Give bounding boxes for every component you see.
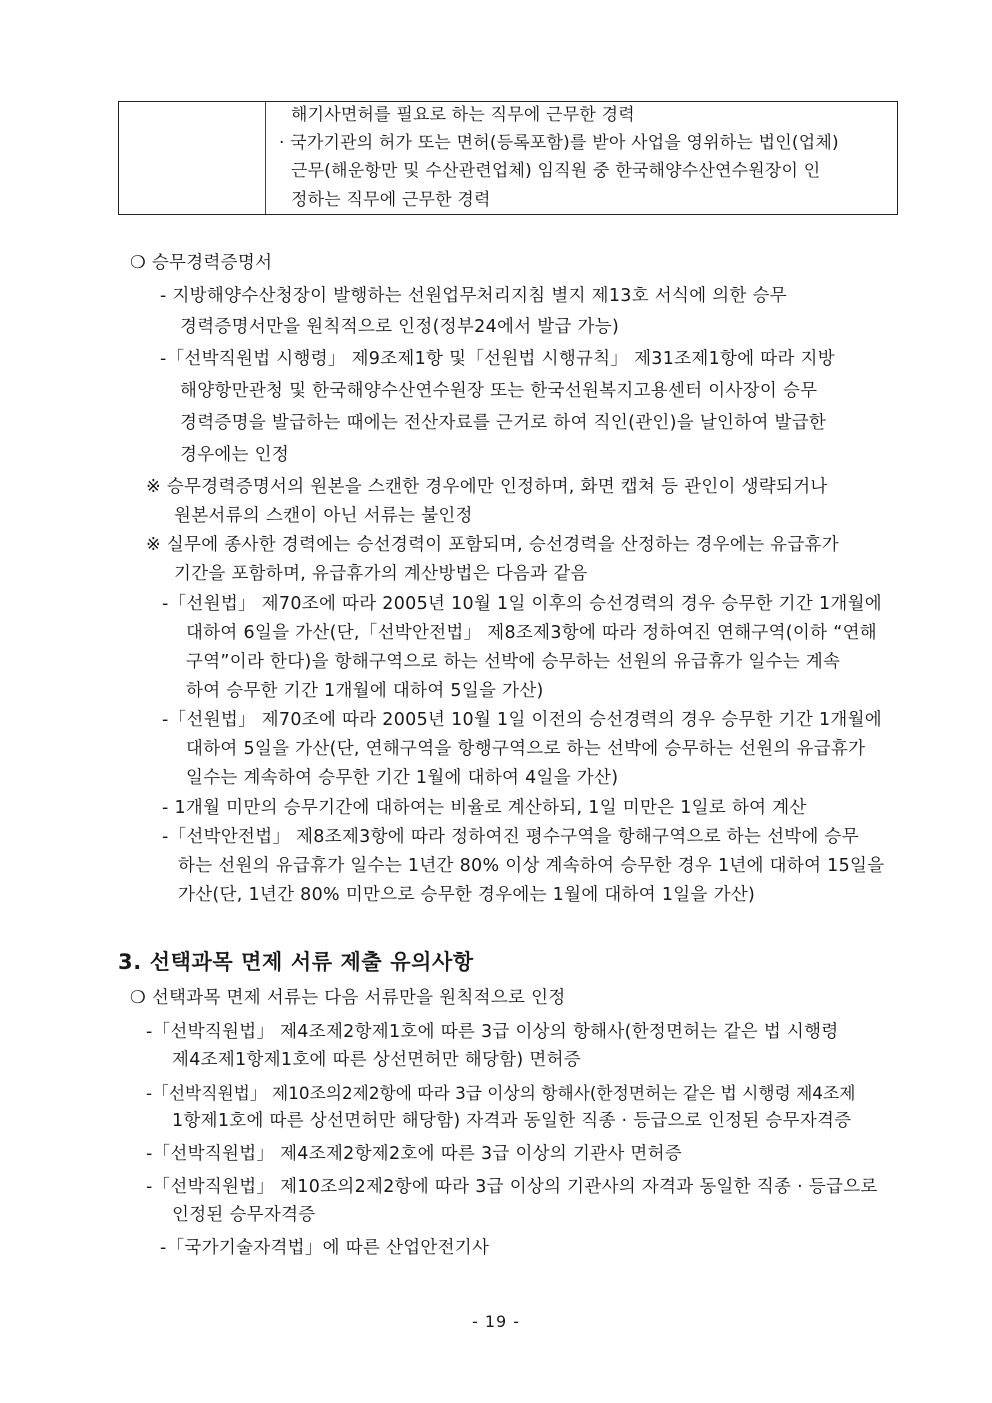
note-line: 원본서류의 스캔이 아닌 서류는 불인정 <box>174 506 473 526</box>
bullet-line: -「선박직원법 시행령」 제9조제1항 및「선원법 시행규칙」 제31조제1항에 따라 지방 <box>160 349 835 369</box>
section-title: ❍ 선택과목 면제 서류는 다음 서류만을 원칙적으로 인정 <box>130 988 566 1008</box>
page-number: - 19 - <box>471 1312 521 1331</box>
bullet-line: 해양항만관청 및 한국해양수산연수원장 또는 한국선원복지고용센터 이사장이 승무 <box>180 381 818 401</box>
bullet-line: 인정된 승무자격증 <box>172 1205 316 1225</box>
note-line: 기간을 포함하며, 유급휴가의 계산방법은 다음과 같음 <box>174 564 588 584</box>
sub-bullet-line: 하는 선원의 유급휴가 일수는 1년간 80% 이상 계속하여 승무한 경우 1년에 대하여 15일을 <box>178 856 885 876</box>
table-line: 해기사면허를 필요로 하는 직무에 근무한 경력 <box>291 105 635 125</box>
sub-bullet-line: -「선원법」 제70조에 따라 2005년 10월 1일 이전의 승선경력의 경우 승무한 기간 1개월에 <box>162 710 882 730</box>
bullet-line: -「선박직원법」 제4조제2항제2호에 따른 3급 이상의 기관사 면허증 <box>146 1144 683 1164</box>
sub-bullet-line: 구역”이라 한다)을 항해구역으로 하는 선박에 승무하는 선원의 유급휴가 일수는 계속 <box>186 652 841 672</box>
bullet-line: 1항제1호에 따른 상선면허만 해당함) 자격과 동일한 직종 · 등급으로 인정된 승무자격증 <box>172 1111 852 1131</box>
bullet-line: 경우에는 인정 <box>180 445 290 465</box>
sub-bullet-line: 대하여 5일을 가산(단, 연해구역을 항행구역으로 하는 선박에 승무하는 선원의 유급휴가 <box>186 739 866 759</box>
sub-bullet-line: -「선원법」 제70조에 따라 2005년 10월 1일 이후의 승선경력의 경우 승무한 기간 1개월에 <box>162 594 882 614</box>
sub-bullet-line: -「선박안전법」 제8조제3항에 따라 정하여진 평수구역을 항해구역으로 하는 선박에 승무 <box>162 827 859 847</box>
section-title: ❍ 승무경력증명서 <box>130 253 273 273</box>
bullet-line: -「국가기술자격법」에 따른 산업안전기사 <box>160 1238 490 1258</box>
bullet-line: 제4조제1항제1호에 따른 상선면허만 해당함) 면허증 <box>172 1050 581 1070</box>
bullet-line: -「선박직원법」 제4조제2항제1호에 따른 3급 이상의 항해사(한정면허는 같은 법 시행령 <box>146 1022 839 1042</box>
bullet-line: 경력증명서만을 원칙적으로 인정(정부24에서 발급 가능) <box>180 317 620 337</box>
sub-bullet-line: 대하여 6일을 가산(단,「선박안전법」 제8조제3항에 따라 정하여진 연해구역(이하 “연해 <box>186 623 877 643</box>
section-heading: 3. 선택과목 면제 서류 제출 유의사항 <box>118 950 474 974</box>
table-line: 정하는 직무에 근무한 경력 <box>291 190 491 210</box>
bullet-line: - 지방해양수산청장이 발행하는 선원업무처리지침 별지 제13호 서식에 의한 승무 <box>160 286 787 306</box>
qualification-table <box>118 101 898 215</box>
note-line: ※ 실무에 종사한 경력에는 승선경력이 포함되며, 승선경력을 산정하는 경우에는 유급휴가 <box>146 535 839 555</box>
table-line: · 국가기관의 허가 또는 면허(등록포함)를 받아 사업을 영위하는 법인(업체) <box>279 133 839 153</box>
sub-bullet-line: 하여 승무한 기간 1개월에 대하여 5일을 가산) <box>186 681 544 701</box>
bullet-line: -「선박직원법」 제10조의2제2항에 따라 3급 이상의 기관사의 자격과 동일한 직종 · 등급으로 <box>146 1177 878 1197</box>
sub-bullet-line: - 1개월 미만의 승무기간에 대하여는 비율로 계산하되, 1일 미만은 1일로 하여 계산 <box>162 798 807 818</box>
sub-bullet-line: 가산(단, 1년간 80% 미만으로 승무한 경우에는 1월에 대하여 1일을 가산) <box>178 885 756 905</box>
sub-bullet-line: 일수는 계속하여 승무한 기간 1월에 대하여 4일을 가산) <box>186 768 619 788</box>
bullet-line: -「선박직원법」 제10조의2제2항에 따라 3급 이상의 항해사(한정면허는 같은 법 시행령 제4조제 <box>146 1083 856 1103</box>
table-column-divider <box>265 102 266 214</box>
bullet-line: 경력증명을 발급하는 때에는 전산자료를 근거로 하여 직인(관인)을 날인하여 발급한 <box>180 413 827 433</box>
note-line: ※ 승무경력증명서의 원본을 스캔한 경우에만 인정하며, 화면 캡쳐 등 관인이 생략되거나 <box>146 477 828 497</box>
table-line: 근무(해운항만 및 수산관련업체) 임직원 중 한국해양수산연수원장이 인 <box>291 161 821 181</box>
